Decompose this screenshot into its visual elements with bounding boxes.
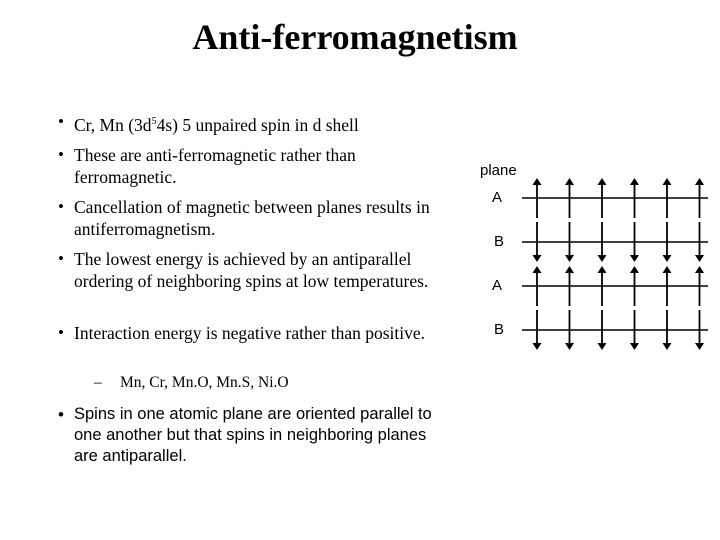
bullet-item — [58, 196, 438, 240]
spin-up-arrowhead — [598, 266, 607, 273]
plane-label: A — [492, 277, 503, 294]
bullet-dot: • — [58, 323, 64, 342]
slide-title: Anti-ferromagnetism — [192, 17, 518, 57]
sub-bullet-text: Mn, Cr, Mn.O, Mn.S, Ni.O — [120, 374, 289, 391]
sub-bullet-dash: – — [94, 374, 102, 391]
spin-down-arrowhead — [533, 343, 542, 350]
spin-down-arrowhead — [598, 343, 607, 350]
spin-up-arrowhead — [695, 178, 704, 185]
bullet-item — [58, 248, 438, 292]
spin-up-arrowhead — [598, 178, 607, 185]
plane-label: B — [494, 321, 505, 338]
bullet-dot: • — [58, 197, 64, 216]
bullet-item — [58, 111, 438, 136]
sub-bullet — [94, 373, 289, 393]
spin-down-arrowhead — [630, 255, 639, 262]
spin-down-arrowhead — [695, 255, 704, 262]
spin-up-arrowhead — [533, 266, 542, 273]
spin-up-arrowhead — [533, 178, 542, 185]
spin-down-arrowhead — [565, 255, 574, 262]
spin-up-arrowhead — [663, 178, 672, 185]
bullet-text: Cancellation of magnetic between planes results in antiferromagnetism. — [74, 197, 430, 239]
spin-down-arrowhead — [663, 255, 672, 262]
spin-up-arrowhead — [663, 266, 672, 273]
spin-arrows — [470, 155, 710, 355]
bullet-dot: • — [58, 112, 64, 131]
spin-down-arrowhead — [630, 343, 639, 350]
bullet-text: Spins in one atomic plane are oriented parallel to one another but that spins in neighboring planes are antiparallel. — [74, 405, 432, 465]
spin-up-arrowhead — [565, 178, 574, 185]
bullet-text: Interaction energy is negative rather than positive. — [74, 323, 426, 343]
bullet-item — [58, 404, 448, 467]
plane-label: A — [492, 189, 503, 206]
bullet-dot: • — [58, 405, 64, 424]
spin-up-arrowhead — [565, 266, 574, 273]
bullet-text: The lowest energy is achieved by an antiparallel ordering of neighboring spins at low temperatures. — [74, 249, 429, 291]
bullet-item — [58, 144, 438, 188]
spin-up-arrowhead — [630, 266, 639, 273]
spin-down-arrowhead — [663, 343, 672, 350]
spin-down-arrowhead — [598, 255, 607, 262]
bullet-text: These are anti-ferromagnetic rather than ferromagnetic. — [74, 145, 356, 187]
plane-header: plane — [480, 162, 517, 179]
spin-up-arrowhead — [630, 178, 639, 185]
bullet-dot: • — [58, 145, 64, 164]
spin-plane-diagram — [470, 155, 710, 355]
bullet-item — [58, 322, 438, 344]
spin-down-arrowhead — [565, 343, 574, 350]
bullet-text: 4s) 5 unpaired spin in d shell — [156, 114, 359, 135]
superscript: 5 — [151, 116, 157, 127]
spin-down-arrowhead — [695, 343, 704, 350]
spin-up-arrowhead — [695, 266, 704, 273]
spin-down-arrowhead — [533, 255, 542, 262]
bullet-dot: • — [58, 249, 64, 268]
plane-label: B — [494, 233, 505, 250]
bullet-text: Cr, Mn (3d — [74, 114, 152, 135]
